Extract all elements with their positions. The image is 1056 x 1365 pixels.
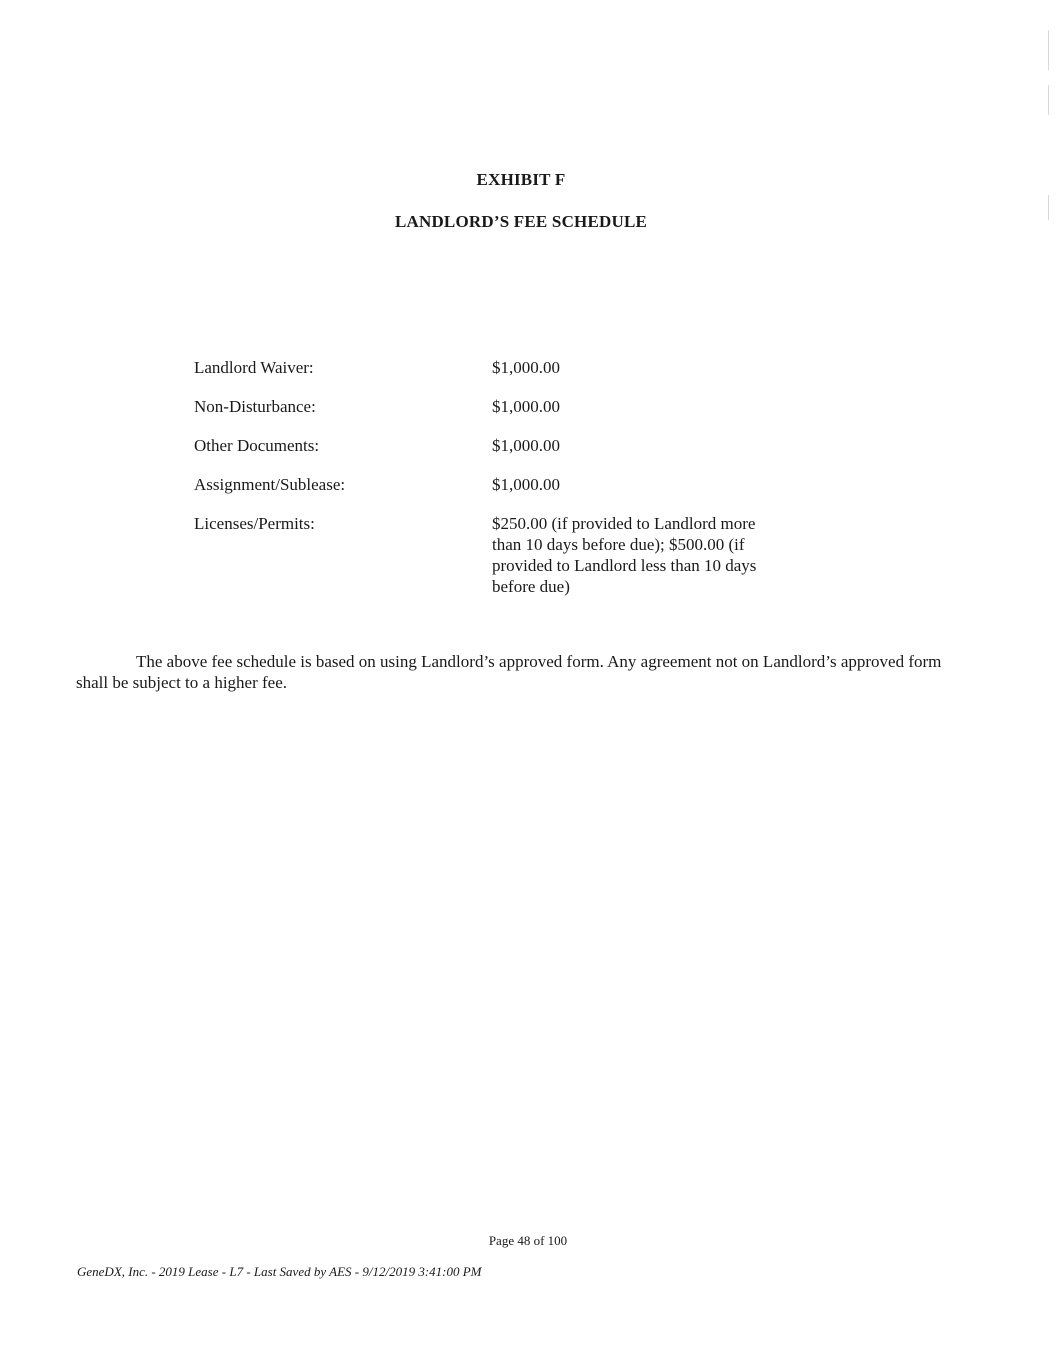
fee-schedule-table bbox=[194, 357, 834, 615]
fee-row-non-disturbance bbox=[194, 396, 834, 417]
scan-edge-mark bbox=[1048, 85, 1049, 115]
scan-edge-mark bbox=[1048, 195, 1049, 220]
fee-row-assignment-sublease bbox=[194, 474, 834, 495]
fee-row-landlord-waiver bbox=[194, 357, 834, 378]
fee-amount: $1,000.00 bbox=[492, 358, 560, 377]
fee-label: Non-Disturbance: bbox=[194, 397, 316, 416]
scan-edge-mark bbox=[1048, 30, 1049, 70]
exhibit-title: EXHIBIT F bbox=[476, 170, 566, 189]
fee-row-other-documents bbox=[194, 435, 834, 456]
fee-amount: $1,000.00 bbox=[492, 436, 560, 455]
fee-schedule-note: The above fee schedule is based on using Landlord’s approved form. Any agreement not on Landlord’s approved form shall be subject to a higher fee. bbox=[76, 652, 942, 692]
fee-label: Landlord Waiver: bbox=[194, 358, 314, 377]
fee-label: Licenses/Permits: bbox=[194, 514, 315, 533]
page-number: Page 48 of 100 bbox=[488, 1233, 568, 1248]
document-footer: GeneDX, Inc. - 2019 Lease - L7 - Last Saved by AES - 9/12/2019 3:41:00 PM bbox=[77, 1264, 482, 1279]
fee-label: Assignment/Sublease: bbox=[194, 475, 346, 494]
fee-amount: $250.00 (if provided to Landlord more than 10 days before due); $500.00 (if provided to Landlord less than 10 days before due) bbox=[492, 514, 757, 596]
fee-row-licenses-permits bbox=[194, 513, 834, 597]
fee-amount: $1,000.00 bbox=[492, 475, 560, 494]
fee-label: Other Documents: bbox=[194, 436, 320, 455]
fee-amount: $1,000.00 bbox=[492, 397, 560, 416]
schedule-title: LANDLORD’S FEE SCHEDULE bbox=[394, 212, 648, 231]
